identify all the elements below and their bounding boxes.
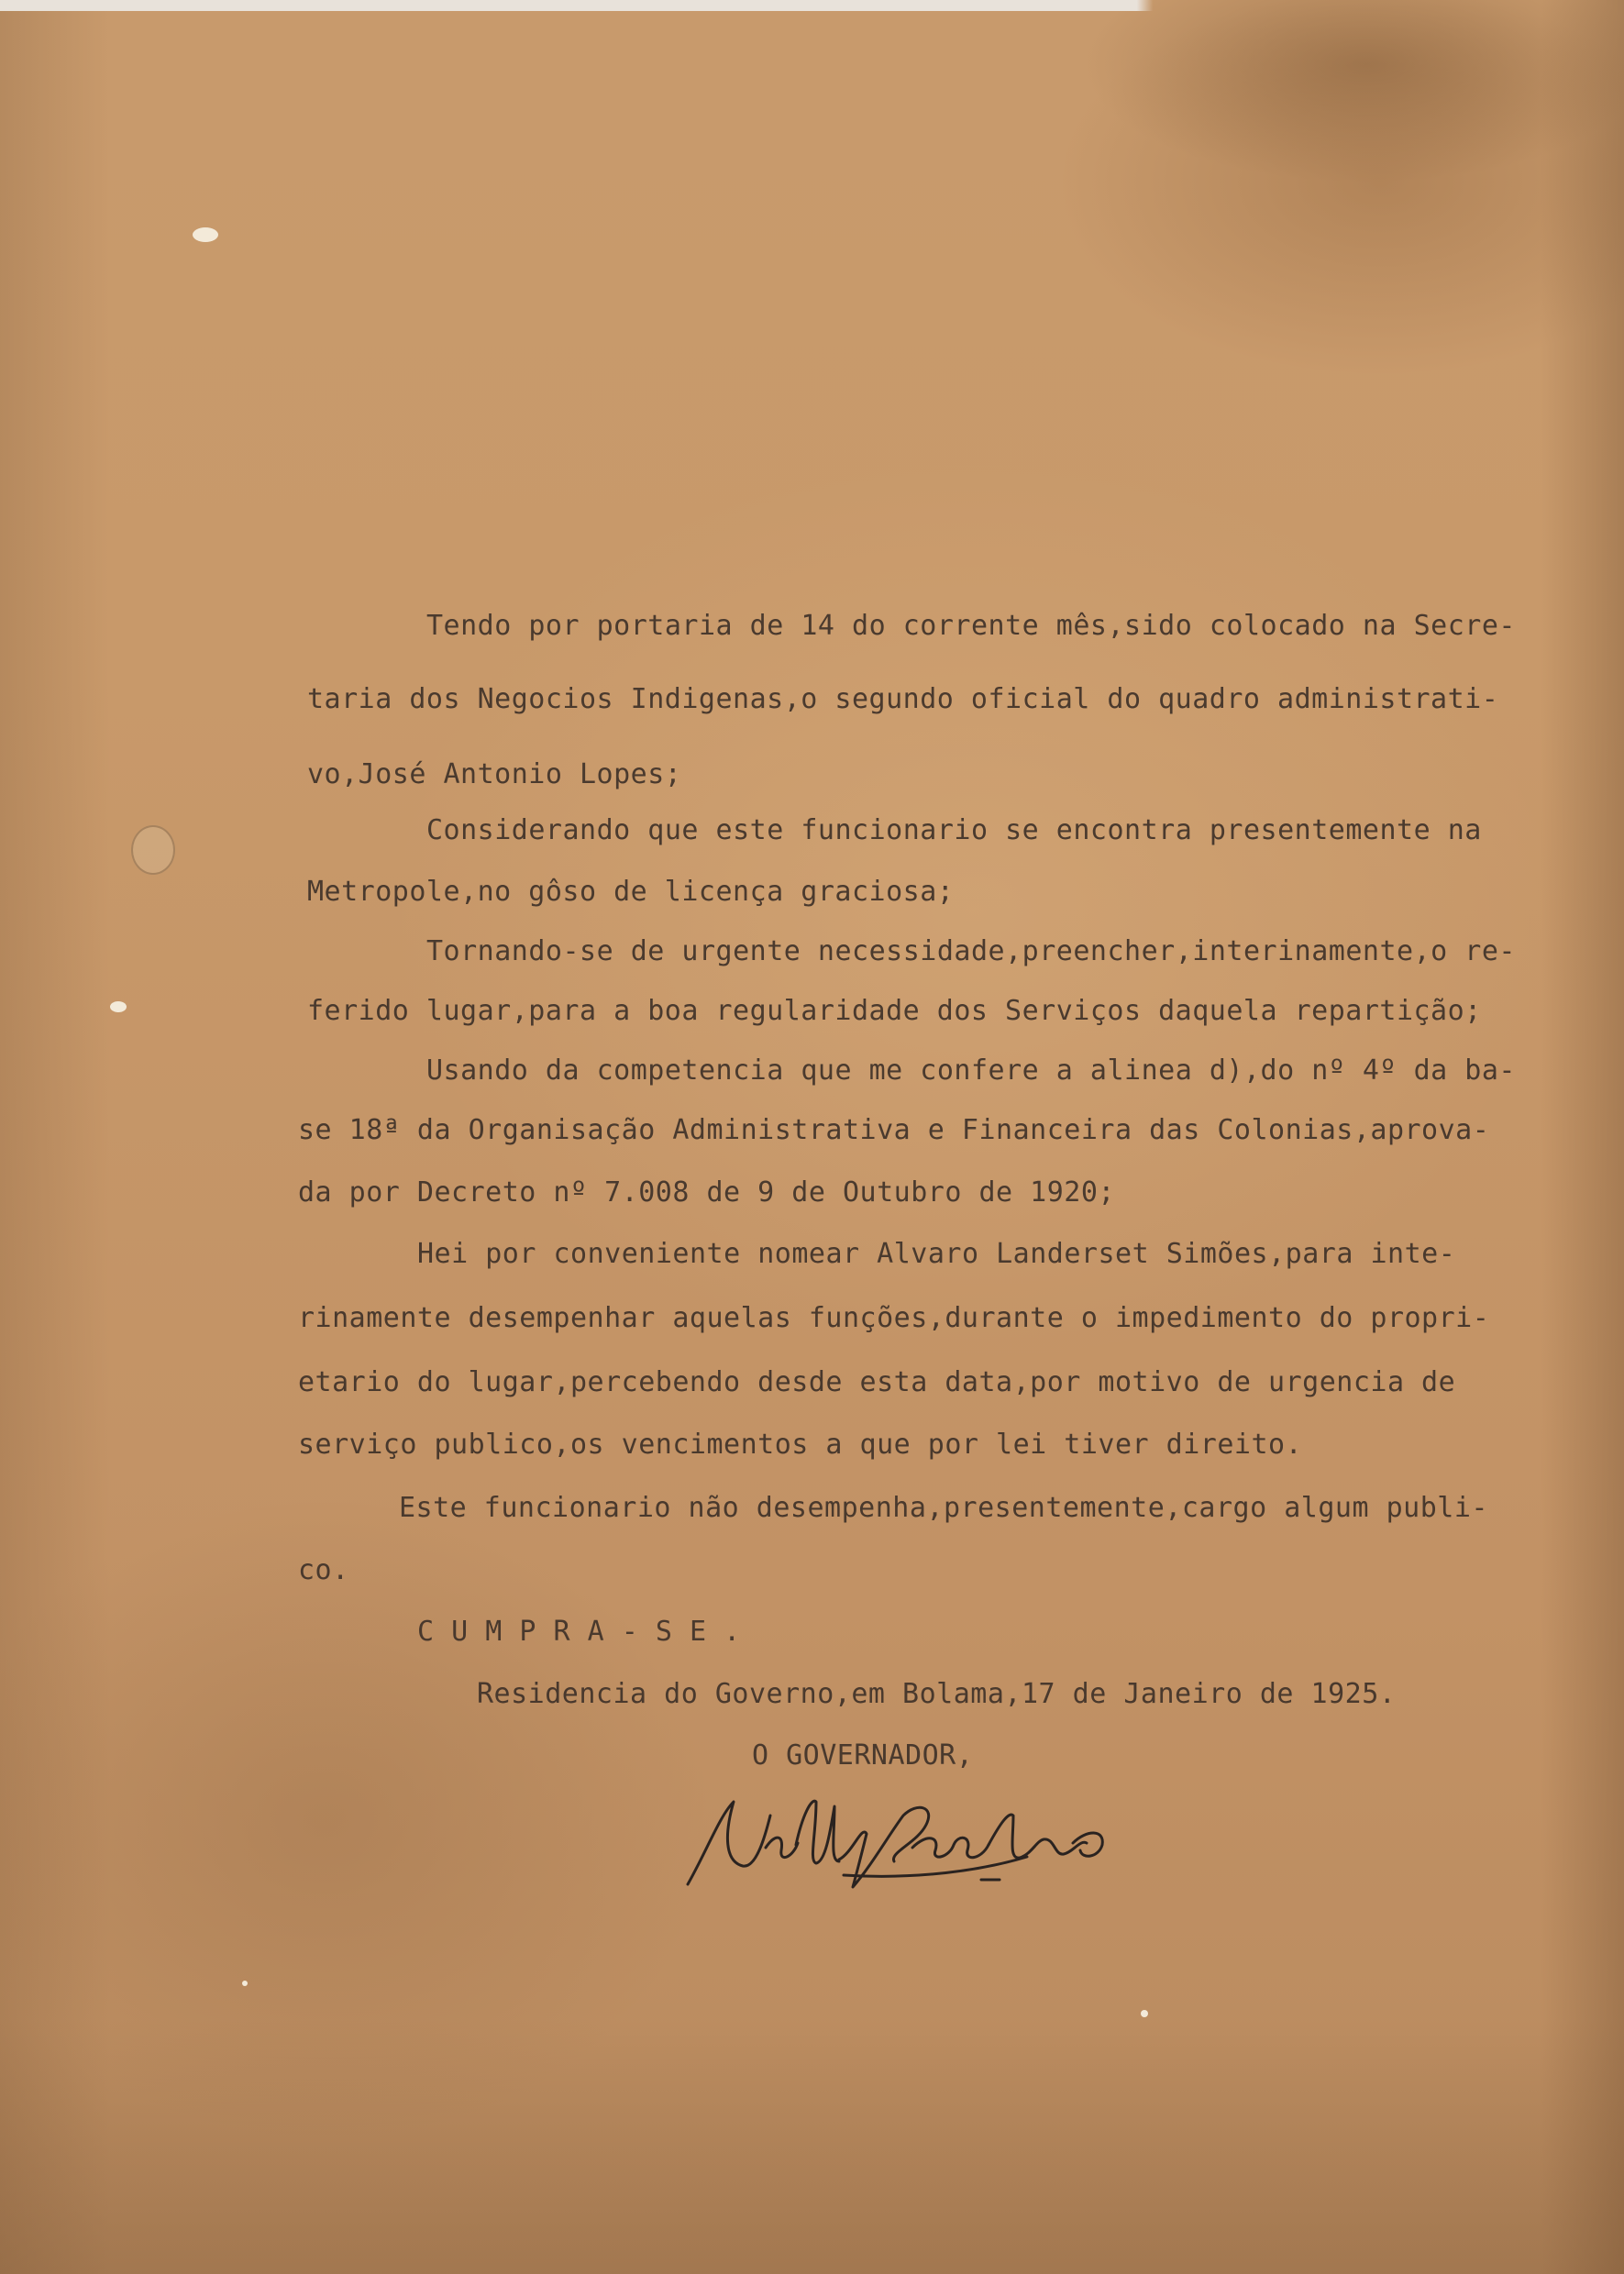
paper-speck xyxy=(110,1001,127,1012)
text-line: Usando da competencia que me confere a alinea d),do nº 4º da ba- xyxy=(426,1054,1516,1087)
text-line: co. xyxy=(298,1554,349,1586)
text-line: Tornando-se de urgente necessidade,preencher,interinamente,o re- xyxy=(426,935,1516,967)
paper-speck xyxy=(1141,2010,1148,2017)
paper-stain xyxy=(1541,0,1624,2274)
text-line: vo,José Antonio Lopes; xyxy=(307,758,682,790)
punch-hole xyxy=(131,825,175,875)
signatory-title: O GOVERNADOR, xyxy=(752,1739,974,1772)
text-line: Tendo por portaria de 14 do corrente mês,sido colocado na Secre- xyxy=(426,610,1516,642)
paper-speck xyxy=(242,1981,248,1986)
text-line: rinamente desempenhar aquelas funções,durante o impedimento do propri- xyxy=(298,1302,1490,1334)
text-line: taria dos Negocios Indigenas,o segundo oficial do quadro administrati- xyxy=(307,683,1499,715)
paper-edge xyxy=(0,0,1624,11)
handwritten-signature-icon xyxy=(679,1779,1174,1898)
text-line: etario do lugar,percebendo desde esta data,por motivo de urgencia de xyxy=(298,1366,1456,1398)
text-line: ferido lugar,para a boa regularidade dos Serviços daquela repartição; xyxy=(307,995,1482,1027)
place-and-date: Residencia do Governo,em Bolama,17 de Janeiro de 1925. xyxy=(477,1678,1397,1710)
paper-stain xyxy=(0,0,110,2274)
text-line: serviço publico,os vencimentos a que por lei tiver direito. xyxy=(298,1429,1303,1461)
text-line: se 18ª da Organisação Administrativa e Financeira das Colonias,aprova- xyxy=(298,1114,1490,1146)
text-line: Hei por conveniente nomear Alvaro Landerset Simões,para inte- xyxy=(417,1238,1456,1270)
water-stain xyxy=(1082,0,1624,183)
paper-speck xyxy=(193,227,218,242)
text-line: da por Decreto nº 7.008 de 9 de Outubro de 1920; xyxy=(298,1176,1115,1209)
text-line: Considerando que este funcionario se encontra presentemente na xyxy=(426,814,1482,846)
text-line: Este funcionario não desempenha,presentemente,cargo algum publi- xyxy=(399,1492,1488,1524)
paper-stain xyxy=(0,2017,1624,2274)
closing-command: C U M P R A - S E . xyxy=(417,1616,741,1648)
text-line: Metropole,no gôso de licença graciosa; xyxy=(307,876,955,908)
